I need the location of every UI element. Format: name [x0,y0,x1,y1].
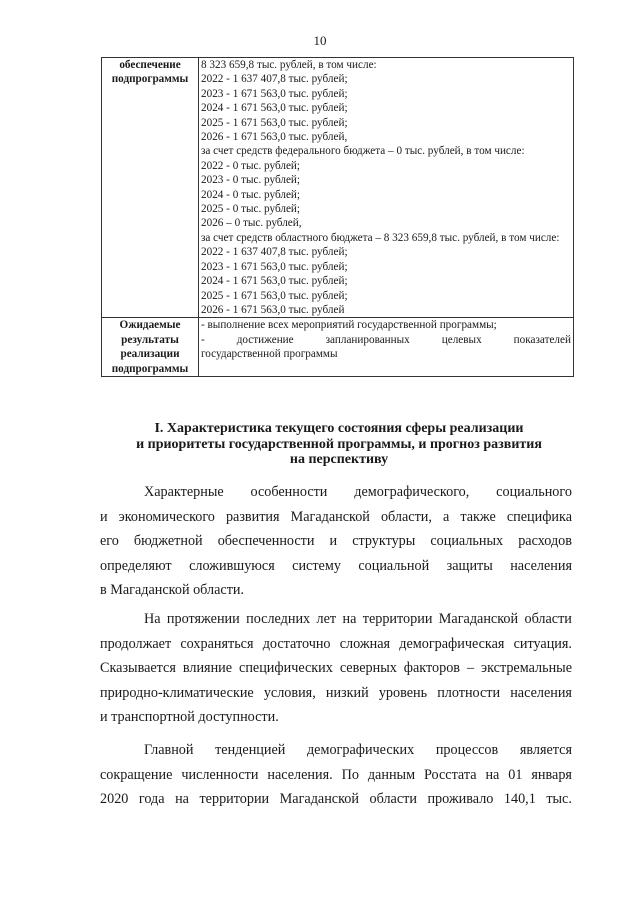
text-line [100,681,572,706]
word: а [442,508,450,525]
paragraph-1 [100,480,572,603]
results-label-line: реализации [120,348,180,361]
word: области [524,611,572,627]
results-label-cell [102,318,199,377]
word: населения [510,557,572,574]
word: области, [380,508,432,525]
word: является [519,742,572,758]
results-label-line: результаты [121,333,179,346]
word: определяют [100,557,172,574]
funding-line: 2022 - 1 637 407,8 тыс. рублей; [201,246,348,259]
word: влияние [182,660,233,677]
word: года [138,791,165,808]
funding-line: 2026 – 0 тыс. рублей, [201,217,302,230]
word: населения. [267,766,333,783]
word: специфических [239,660,333,677]
results-line-justified [201,333,571,347]
word: населения [510,684,572,701]
heading-line: и приоритеты государственной программы, и прогноз развития [136,436,542,452]
results-label-line: подпрограммы [111,362,189,375]
word: факторов [403,660,460,677]
word: социальных [430,533,504,550]
funding-line: за счет средств областного бюджета – 8 323 659,8 тыс. рублей, в том числе: [201,231,560,244]
word: Сказывается [100,660,176,677]
word: систему [292,557,341,574]
word: бюджетной [133,533,203,550]
text-line [100,529,572,554]
results-word: запланированных [325,333,410,346]
word: сложная [339,635,391,652]
word: также [460,508,496,525]
word: протяжении [166,611,240,627]
funding-label-cell [102,58,199,318]
table-row-expected-results [102,318,574,377]
word: Характерные [144,484,224,500]
paragraph [100,738,572,812]
text-line-last: и транспортной доступности. [100,709,279,726]
funding-label-line: обеспечение [119,59,181,71]
funding-line: 2022 - 1 637 407,8 тыс. рублей; [201,73,348,86]
funding-line: 2026 - 1 671 563,0 тыс. рублей [201,303,345,316]
word: продолжает [100,635,172,652]
word: данным [367,766,416,783]
word: Росстата [423,766,477,783]
text-line-last: в Магаданской области. [100,582,245,599]
word: тыс. [546,791,572,808]
results-line: государственной программы [201,348,338,361]
word: тенденцией [215,742,286,758]
word: Магаданской [438,611,519,627]
funding-line: 2025 - 0 тыс. рублей; [201,203,300,216]
word: ситуация. [513,635,572,652]
funding-line: 2025 - 1 671 563,0 тыс. рублей; [201,116,348,129]
word: уровень [378,684,428,701]
funding-line: 2024 - 1 671 563,0 тыс. рублей; [201,102,348,115]
funding-line: 2024 - 1 671 563,0 тыс. рублей; [201,275,348,288]
word: 01 [508,766,523,783]
word: Магаданской [290,508,370,525]
funding-line: 2026 - 1 671 563,0 тыс. рублей, [201,131,348,144]
funding-line: 2023 - 0 тыс. рублей; [201,174,300,187]
text-line [100,656,572,681]
word: территории [199,791,270,808]
word: экстремальные [481,660,572,677]
funding-value-cell [199,58,574,318]
word: на [485,766,500,783]
word: процессов [435,742,499,758]
word: 140,1 [503,791,536,808]
word: сохраняться [180,635,254,652]
funding-line: 8 323 659,8 тыс. рублей, в том числе: [201,59,377,71]
word: и [329,533,338,550]
word: численности [181,766,259,783]
word: экономического [118,508,215,525]
word: области [369,791,417,808]
word: достаточно [262,635,331,652]
paragraph-2 [100,607,572,730]
word: – [466,660,475,677]
word: структуры [352,533,416,550]
word: социальной [358,557,430,574]
text-line [100,554,572,579]
funding-line: 2024 - 0 тыс. рублей; [201,188,300,201]
word: января [531,766,572,783]
word: низкий [325,684,369,701]
paragraph [100,607,572,730]
funding-line: 2022 - 0 тыс. рублей; [201,159,300,172]
word: специфика [506,508,572,525]
word: проживало [427,791,494,808]
word: Магаданской [279,791,359,808]
text-line [100,505,572,530]
word: природно-климатические [100,684,254,701]
page-number: 10 [313,33,327,48]
word: лет [316,611,337,627]
word: обеспеченности [217,533,315,550]
word: на [342,611,357,627]
word: защиты [446,557,493,574]
results-word: достижение [236,333,294,346]
word: и [100,508,108,525]
results-label-line: Ожидаемые [119,319,181,332]
text-line [100,738,572,763]
funding-line: за счет средств федерального бюджета – 0 тыс. рублей, в том числе: [201,145,525,158]
word: плотности [437,684,501,701]
results-value-cell [199,318,574,377]
word: На [144,611,161,627]
word: сокращение [100,766,173,783]
word: демографического, [354,484,470,500]
heading-line: I. Характеристика текущего состояния сферы реализации [154,421,524,436]
heading-line: на перспективу [289,452,389,467]
word: сложившуюся [189,557,275,574]
results-line: - выполнение всех мероприятий государственной программы; [201,319,497,332]
paragraph [100,480,572,603]
text-line [100,632,572,657]
word: демографических [306,742,415,758]
funding-line: 2023 - 1 671 563,0 тыс. рублей; [201,260,348,273]
word: развития [225,508,280,525]
results-word: целевых [441,333,482,346]
word: социального [496,484,572,500]
word: его [100,533,119,550]
funding-line: 2025 - 1 671 563,0 тыс. рублей; [201,289,348,302]
word: особенности [250,484,328,500]
results-word: показателей [513,333,571,346]
word: Главной [144,742,194,758]
word: последних [246,611,311,627]
text-line [100,480,572,505]
subprogram-passport-table [101,57,574,377]
funding-line: 2023 - 1 671 563,0 тыс. рублей; [201,87,348,100]
paragraph-3 [100,738,572,812]
word: расходов [518,533,572,550]
word: на [175,791,189,808]
funding-label-line: подпрограммы [111,73,189,86]
text-line [100,763,572,788]
text-line [100,787,572,812]
word: северных [339,660,397,677]
section-heading [100,421,578,468]
word: территории [362,611,433,627]
table-row-funding [102,58,574,318]
results-word: - [201,333,205,346]
word: демографическая [399,635,505,652]
word: 2020 [100,791,129,808]
word: По [341,766,359,783]
word: условия, [263,684,316,701]
text-line [100,607,572,632]
